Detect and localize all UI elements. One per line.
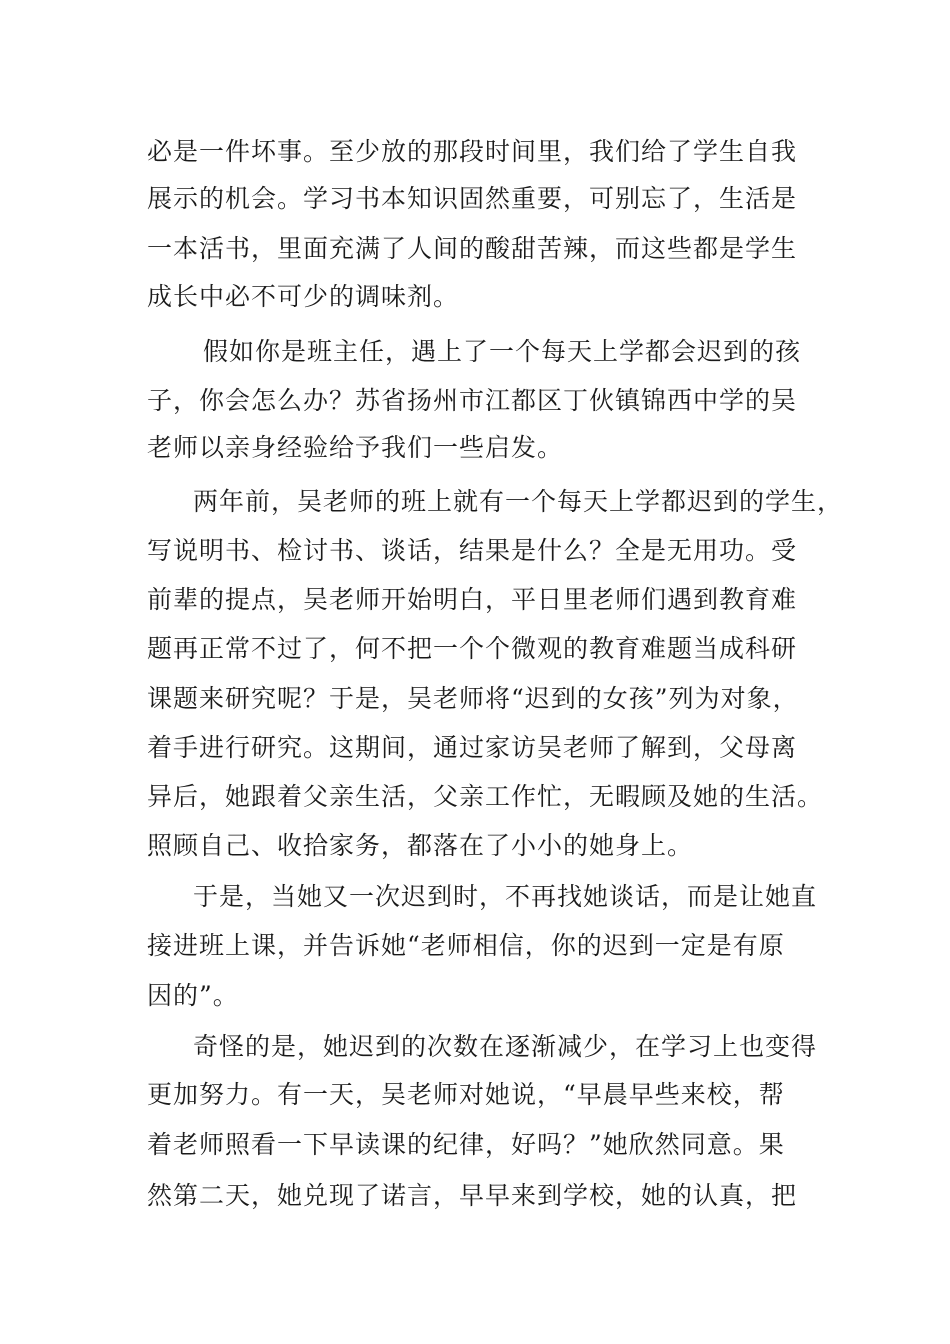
text-line: 着老师照看一下早读课的纪律，好吗？”她欣然同意。果 <box>147 1130 785 1159</box>
text-line: 然第二天，她兑现了诺言，早早来到学校，她的认真，把 <box>147 1181 798 1210</box>
text-line: 展示的机会。学习书本知识固然重要，可别忘了，生活是 <box>147 184 798 213</box>
text-line: 题再正常不过了，何不把一个个微观的教育难题当成科研 <box>147 634 798 663</box>
text-line: 前辈的提点，吴老师开始明白，平日里老师们遇到教育难 <box>147 585 798 614</box>
text-line: 假如你是班主任，遇上了一个每天上学都会迟到的孩 <box>203 337 802 366</box>
text-line: 更加努力。有一天，吴老师对她说，“早晨早些来校，帮 <box>147 1080 785 1109</box>
text-line: 异后，她跟着父亲生活，父亲工作忙，无暇顾及她的生活。 <box>147 782 824 811</box>
text-line: 照顾自己、收拾家务，都落在了小小的她身上。 <box>147 831 694 860</box>
text-line: 两年前，吴老师的班上就有一个每天上学都迟到的学生， <box>193 487 844 516</box>
text-line: 子，你会怎么办？苏省扬州市江都区丁伙镇锦西中学的吴 <box>147 386 798 415</box>
text-line: 成长中必不可少的调味剂。 <box>147 282 460 311</box>
text-line: 奇怪的是，她迟到的次数在逐渐减少，在学习上也变得 <box>193 1032 818 1061</box>
text-line: 必是一件坏事。至少放的那段时间里，我们给了学生自我 <box>147 137 798 166</box>
text-line: 因的”。 <box>147 981 239 1010</box>
text-line: 接进班上课，并告诉她“老师相信，你的迟到一定是有原 <box>147 931 785 960</box>
text-line: 老师以亲身经验给予我们一些启发。 <box>147 433 564 462</box>
text-line: 一本活书，里面充满了人间的酸甜苦辣，而这些都是学生 <box>147 234 798 263</box>
text-line: 写说明书、检讨书、谈话，结果是什么？全是无用功。受 <box>147 536 798 565</box>
text-line: 课题来研究呢？于是，吴老师将“迟到的女孩”列为对象， <box>147 684 799 713</box>
text-line: 着手进行研究。这期间，通过家访吴老师了解到，父母离 <box>147 733 798 762</box>
text-line: 于是，当她又一次迟到时，不再找她谈话，而是让她直 <box>193 882 818 911</box>
